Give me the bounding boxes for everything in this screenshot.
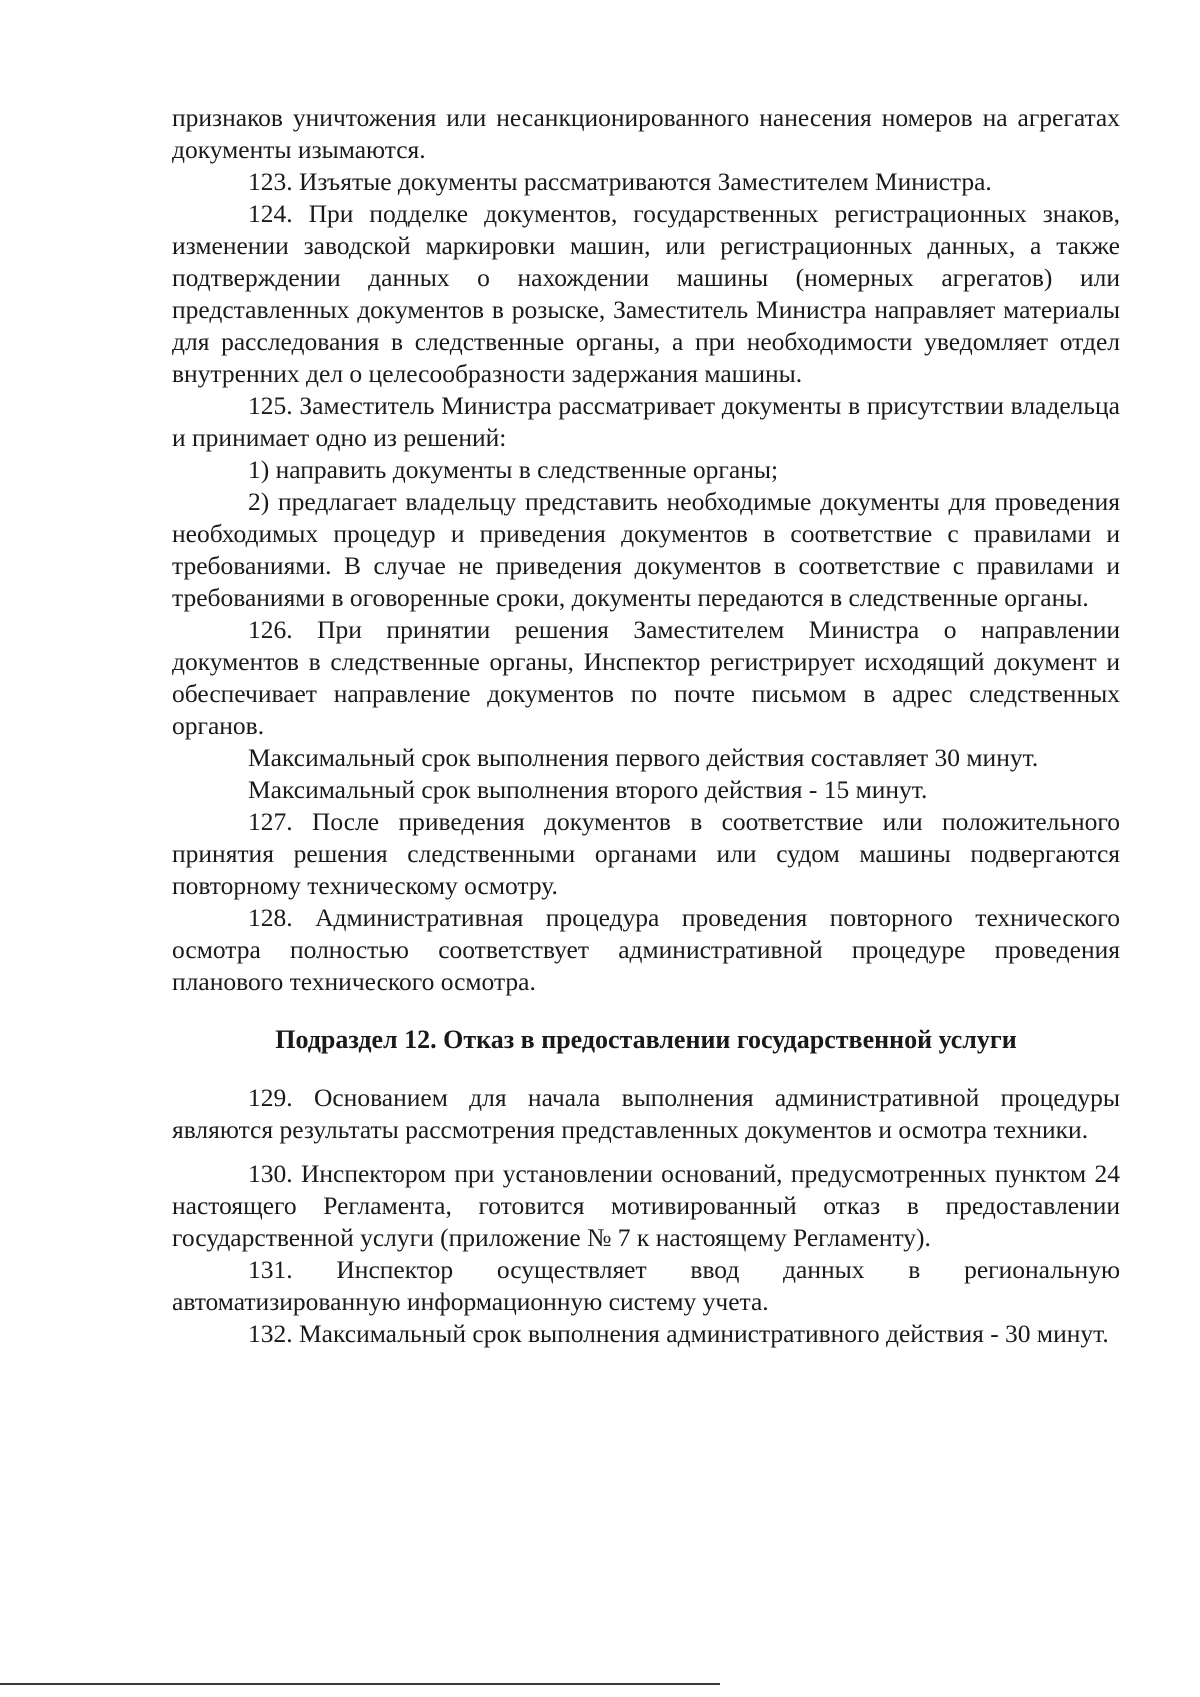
section-heading: Подраздел 12. Отказ в предоставлении государственной услуги xyxy=(275,1025,1017,1054)
paragraph-125: 125. Заместитель Министра рассматривает документы в присутствии владельца и принимает одно из решений: xyxy=(172,391,1120,452)
paragraph-127: 127. После приведения документов в соответствие или положительного принятия решения следственными органами или судом машины подвергаются повторному техническому осмотру. xyxy=(172,807,1120,900)
paragraph-124: 124. При подделке документов, государственных регистрационных знаков, изменении заводской маркировки машин, или регистрационных данных, а также подтверждении данных о нахождении машины (номерных агрегатов) или представленных документов в розыске, Заместитель Министра направляет материалы для расследования в следственные органы, а при необходимости уведомляет отдел внутренних дел о целесообразности задержания машины. xyxy=(172,199,1120,388)
paragraph-deadline-second-action: Максимальный срок выполнения второго действия - 15 минут. xyxy=(248,775,928,804)
bottom-divider xyxy=(0,1683,720,1685)
paragraph-128: 128. Административная процедура проведения повторного технического осмотра полностью соответствует административной процедуре проведения планового технического осмотра. xyxy=(172,903,1120,996)
paragraph-deadline-first-action: Максимальный срок выполнения первого действия составляет 30 минут. xyxy=(248,743,1039,772)
paragraph-129: 129. Основанием для начала выполнения административной процедуры являются результаты рассмотрения представленных документов и осмотра техники. xyxy=(172,1083,1120,1144)
paragraph-131: 131. Инспектор осуществляет ввод данных в региональную автоматизированную информационную систему учета. xyxy=(172,1255,1120,1316)
paragraph-132: 132. Максимальный срок выполнения административного действия - 30 минут. xyxy=(248,1319,1109,1348)
paragraph-126: 126. При принятии решения Заместителем Министра о направлении документов в следственные органы, Инспектор регистрирует исходящий документ и обеспечивает направление документов по почте письмом в адрес следственных органов. xyxy=(172,615,1120,740)
paragraph-130: 130. Инспектором при установлении оснований, предусмотренных пунктом 24 настоящего Регламента, готовится мотивированный отказ в предоставлении государственной услуги (приложение № 7 к настоящему Регламенту). xyxy=(172,1159,1120,1252)
paragraph-125-item-1: 1) направить документы в следственные органы; xyxy=(248,455,779,484)
paragraph-123: 123. Изъятые документы рассматриваются Заместителем Министра. xyxy=(248,167,992,196)
paragraph-125-item-2: 2) предлагает владельцу представить необходимые документы для проведения необходимых процедур и приведения документов в соответствие с правилами и требованиями. В случае не приведения документов в соответствие с правилами и требованиями в оговоренные сроки, документы передаются в следственные органы. xyxy=(172,487,1120,612)
paragraph-continuation: признаков уничтожения или несанкционированного нанесения номеров на агрегатах документы изымаются. xyxy=(172,103,1120,164)
